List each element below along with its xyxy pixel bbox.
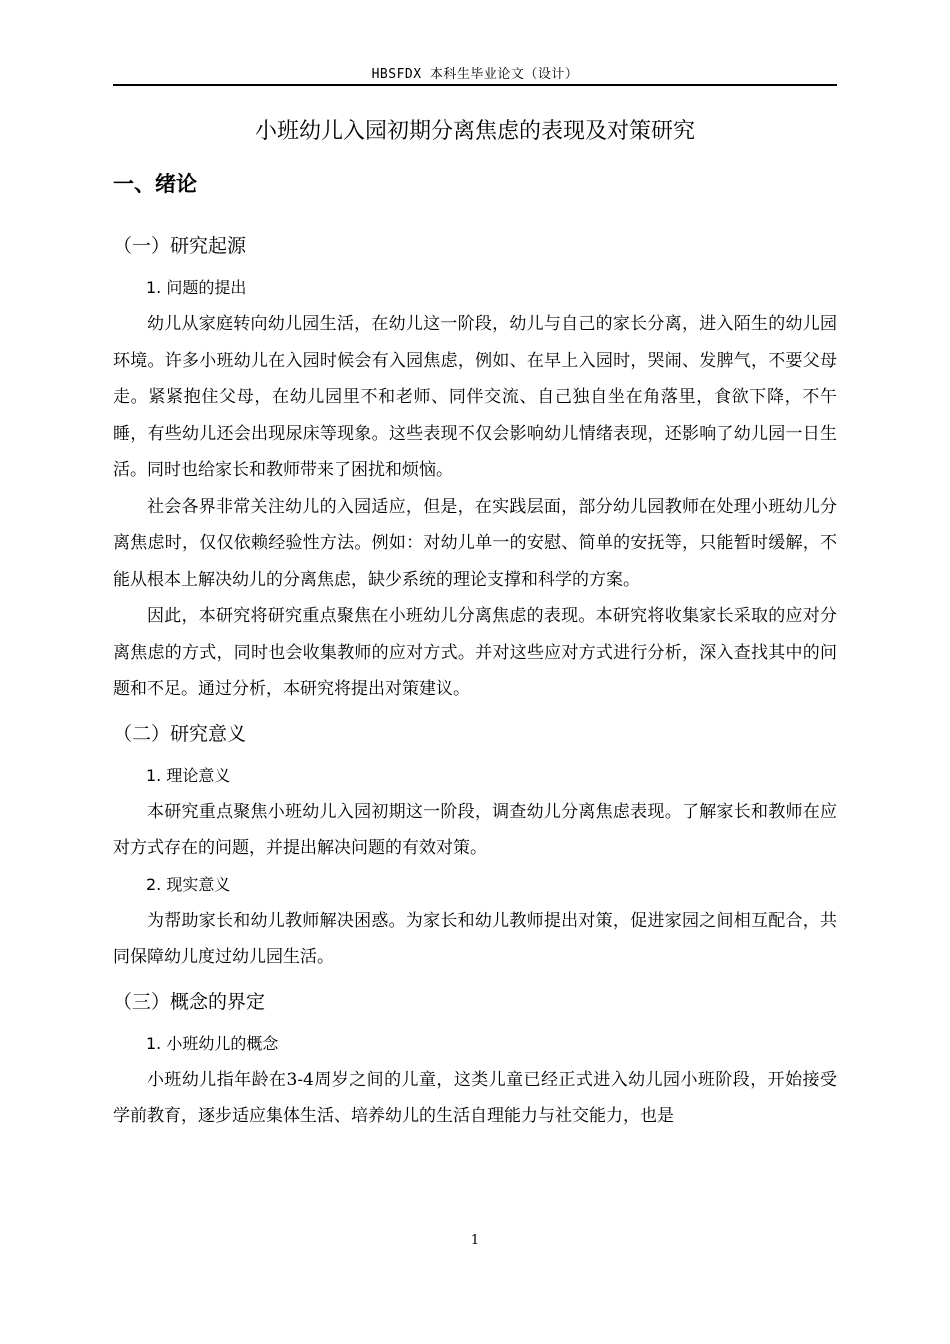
item-heading-theory: 1. 理论意义 [146, 765, 231, 785]
header-rule [113, 84, 837, 86]
item-heading-practice: 2. 现实意义 [146, 874, 231, 894]
paragraph: 因此，本研究将研究重点聚焦在小班幼儿分离焦虑的表现。本研究将收集家长采取的应对分离焦虑的方式，同时也会收集教师的应对方式。并对这些应对方式进行分析，深入查找其中的问题和不足。通过分析，本研究将提出对策建议。 [113, 606, 837, 699]
paper-title: 小班幼儿入园初期分离焦虑的表现及对策研究 [254, 119, 695, 144]
page-body [113, 112, 837, 1135]
subsection-heading-origin: （一）研究起源 [113, 235, 247, 257]
section-heading-intro: 一、绪论 [113, 172, 197, 196]
paragraph: 幼儿从家庭转向幼儿园生活，在幼儿这一阶段，幼儿与自己的家长分离，进入陌生的幼儿园环境。许多小班幼儿在入园时候会有入园焦虑，例如、在早上入园时，哭闹、发脾气，不要父母走。紧紧抱住父母，在幼儿园里不和老师、同伴交流、自己独自坐在角落里，食欲下降，不午睡，有些幼儿还会出现尿床等现象。这些表现不仅会影响幼儿情绪表现，还影响了幼儿园一日生活。同时也给家长和教师带来了困扰和烦恼。 [113, 314, 837, 480]
item-heading-problem: 1. 问题的提出 [146, 278, 247, 297]
paragraph: 社会各界非常关注幼儿的入园适应，但是，在实践层面，部分幼儿园教师在处理小班幼儿分离焦虑时，仅仅依赖经验性方法。例如：对幼儿单一的安慰、简单的安抚等，只能暂时缓解，不能从根本上解决幼儿的分离焦虑，缺少系统的理论支撑和科学的方案。 [113, 496, 837, 590]
paragraph: 本研究重点聚焦小班幼儿入园初期这一阶段，调查幼儿分离焦虑表现。了解家长和教师在应对方式存在的问题，并提出解决问题的有效对策。 [113, 801, 837, 858]
running-header: HBSFDX 本科生毕业论文（设计） [371, 67, 579, 82]
item-heading-concept: 1. 小班幼儿的概念 [146, 1033, 279, 1053]
page-number: 1 [470, 1233, 480, 1248]
paragraph: 小班幼儿指年龄在3-4周岁之间的儿童，这类儿童已经正式进入幼儿园小班阶段，开始接受学前教育，逐步适应集体生活、培养幼儿的生活自理能力与社交能力，也是 [113, 1069, 837, 1126]
paragraph: 为帮助家长和幼儿教师解决困惑。为家长和幼儿教师提出对策，促进家园之间相互配合，共同保障幼儿度过幼儿园生活。 [113, 910, 837, 967]
subsection-heading-definition: （三）概念的界定 [113, 990, 266, 1013]
subsection-heading-significance: （二）研究意义 [113, 722, 247, 745]
